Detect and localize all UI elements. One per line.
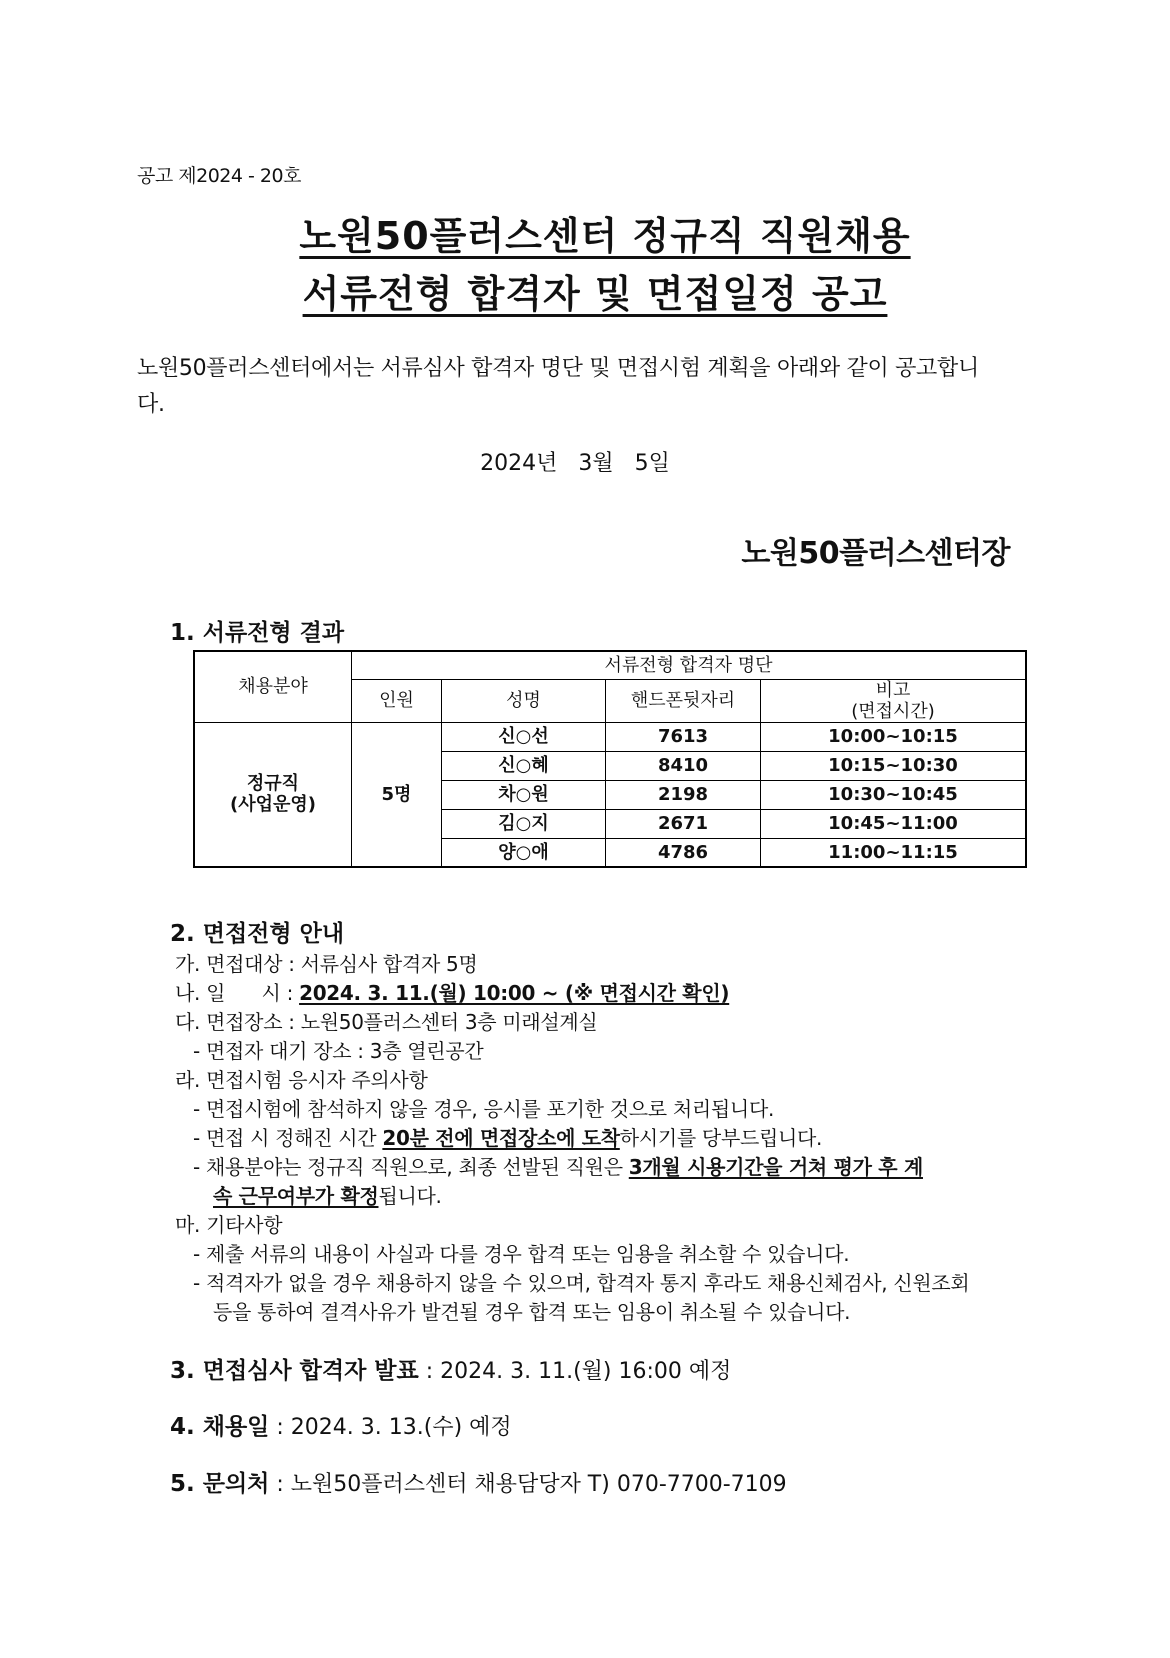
title-line-1: 노원50플러스센터 정규직 직원채용: [299, 214, 911, 258]
time-cell: 10:15~10:30: [761, 751, 1027, 780]
item-ra-1: - 면접시험에 참석하지 않을 경우, 응시를 포기한 것으로 처리됩니다.: [193, 1097, 775, 1121]
item-ra: 라. 면접시험 응시자 주의사항: [175, 1068, 428, 1092]
section1-heading: 1. 서류전형 결과: [170, 620, 345, 646]
item-da: 다. 면접장소 : 노원50플러스센터 3층 미래설계실: [175, 1010, 598, 1034]
phone-cell: 2671: [606, 809, 761, 838]
header-field: 채용분야: [194, 651, 352, 722]
time-cell: 10:45~11:00: [761, 809, 1027, 838]
time-cell: 11:00~11:15: [761, 838, 1027, 867]
phone-cell: 4786: [606, 838, 761, 867]
header-phone: 핸드폰뒷자리: [606, 679, 761, 722]
header-count: 인원: [352, 679, 442, 722]
item-ra-3: - 채용분야는 정규직 직원으로, 최종 선발된 직원은 3개월 시용기간을 거쳐 평가 후 계: [193, 1155, 923, 1179]
header-group: 서류전형 합격자 명단: [352, 651, 1027, 679]
header-name: 성명: [442, 679, 606, 722]
intro-paragraph: 노원50플러스센터에서는 서류심사 합격자 명단 및 면접시험 계획을 아래와 같이 공고합니다.: [137, 356, 979, 417]
item-na: 나. 일 시 : 2024. 3. 11.(월) 10:00 ~ (※ 면접시간 확인): [175, 981, 730, 1005]
section2-heading: 2. 면접전형 안내: [170, 921, 345, 947]
phone-cell: 2198: [606, 780, 761, 809]
item-ma: 마. 기타사항: [175, 1213, 283, 1237]
item-ma-2-cont: 등을 통하여 결격사유가 발견될 경우 합격 또는 임용이 취소될 수 있습니다.: [213, 1300, 851, 1324]
phone-cell: 7613: [606, 722, 761, 751]
title-line-2: 서류전형 합격자 및 면접일정 공고: [302, 272, 888, 316]
item-ra-3-cont: 속 근무여부가 확정됩니다.: [213, 1184, 442, 1208]
item-ra-2: - 면접 시 정해진 시간 20분 전에 면접장소에 도착하시기를 당부드립니다.: [193, 1126, 823, 1150]
signer: 노원50플러스센터장: [741, 536, 1010, 571]
interview-guide: [175, 950, 969, 1327]
name-cell: 차○원: [442, 780, 606, 809]
name-cell: 신○혜: [442, 751, 606, 780]
name-cell: 양○애: [442, 838, 606, 867]
announcement-date: 2024년 3월 5일: [480, 451, 670, 476]
count-cell: 5명: [352, 722, 442, 867]
result-table: [193, 650, 1027, 868]
item-ma-1: - 제출 서류의 내용이 사실과 다를 경우 합격 또는 임용을 취소할 수 있습니다.: [193, 1242, 850, 1266]
table-row: [194, 722, 1026, 751]
section5: 5. 문의처 : 노원50플러스센터 채용담당자 T) 070-7700-7109: [170, 1471, 787, 1497]
name-cell: 김○지: [442, 809, 606, 838]
item-da-sub: - 면접자 대기 장소 : 3층 열린공간: [193, 1039, 484, 1063]
notice-number: 공고 제2024 - 20호: [137, 165, 301, 187]
time-cell: 10:00~10:15: [761, 722, 1027, 751]
section4: 4. 채용일 : 2024. 3. 13.(수) 예정: [170, 1414, 512, 1440]
time-cell: 10:30~10:45: [761, 780, 1027, 809]
item-ga: 가. 면접대상 : 서류심사 합격자 5명: [175, 952, 478, 976]
item-ma-2: - 적격자가 없을 경우 채용하지 않을 수 있으며, 합격자 통지 후라도 채용신체검사, 신원조회: [193, 1271, 970, 1295]
phone-cell: 8410: [606, 751, 761, 780]
field-cell: 정규직 (사업운영): [194, 722, 352, 867]
section3: 3. 면접심사 합격자 발표 : 2024. 3. 11.(월) 16:00 예정: [170, 1358, 732, 1384]
header-note: 비고 (면접시간): [761, 679, 1027, 722]
name-cell: 신○선: [442, 722, 606, 751]
